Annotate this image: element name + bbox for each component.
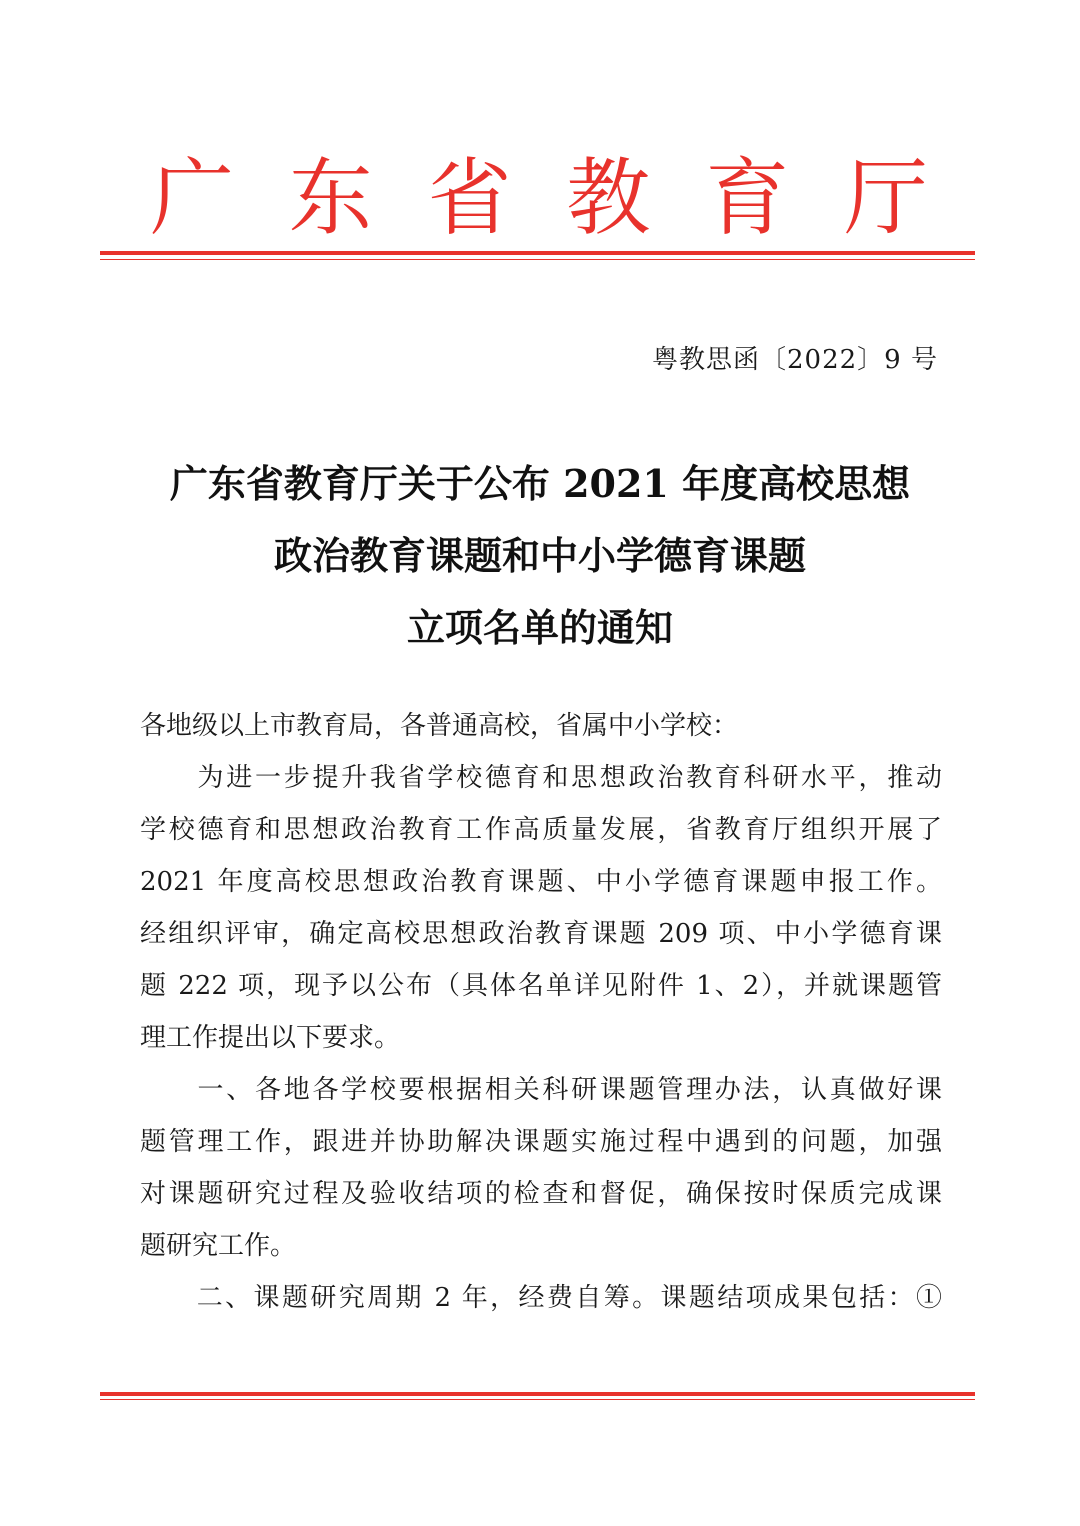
title-line: 广东省教育厅关于公布 2021 年度高校思想 xyxy=(169,461,911,506)
masthead-char: 省 xyxy=(427,149,512,247)
body-line: 学校德育和思想政治教育工作高质量发展，省教育厅组织开展了 xyxy=(140,815,942,845)
body-line: 理工作提出以下要求。 xyxy=(140,1023,401,1053)
title-line: 政治教育课题和中小学德育课题 xyxy=(273,533,806,578)
body-line: 经组织评审，确定高校思想政治教育课题 209 项、中小学德育课 xyxy=(140,919,942,949)
masthead-char: 厅 xyxy=(843,149,928,247)
body-line: 对课题研究过程及验收结项的检查和督促，确保按时保质完成课 xyxy=(140,1179,942,1209)
masthead-char: 育 xyxy=(705,149,790,247)
body-line: 2021 年度高校思想政治教育课题、中小学德育课题申报工作。 xyxy=(140,867,942,897)
body-line: 题研究工作。 xyxy=(140,1231,297,1261)
footer-rule-thin xyxy=(100,1399,975,1400)
masthead-char: 东 xyxy=(288,149,373,247)
masthead xyxy=(100,148,980,248)
masthead-char: 广 xyxy=(150,149,235,247)
body-line: 二、课题研究周期 2 年，经费自筹。课题结项成果包括：① xyxy=(140,1283,942,1313)
title-line: 立项名单的通知 xyxy=(406,605,673,650)
document-number: 粤教思函〔2022〕9 号 xyxy=(652,345,938,375)
body-line: 题管理工作，跟进并协助解决课题实施过程中遇到的问题，加强 xyxy=(140,1127,942,1157)
document-body xyxy=(140,700,942,1324)
body-line: 为进一步提升我省学校德育和思想政治教育科研水平，推动 xyxy=(140,763,942,793)
salutation: 各地级以上市教育局，各普通高校，省属中小学校： xyxy=(140,711,739,741)
document-title xyxy=(100,448,980,664)
masthead-rule-thin xyxy=(100,259,975,260)
footer-rule-thick xyxy=(100,1392,975,1396)
body-line: 一、各地各学校要根据相关科研课题管理办法，认真做好课 xyxy=(140,1075,942,1105)
masthead-rule-thick xyxy=(100,251,975,255)
masthead-char: 教 xyxy=(566,149,651,247)
body-line: 题 222 项，现予以公布（具体名单详见附件 1、2），并就课题管 xyxy=(140,971,942,1001)
